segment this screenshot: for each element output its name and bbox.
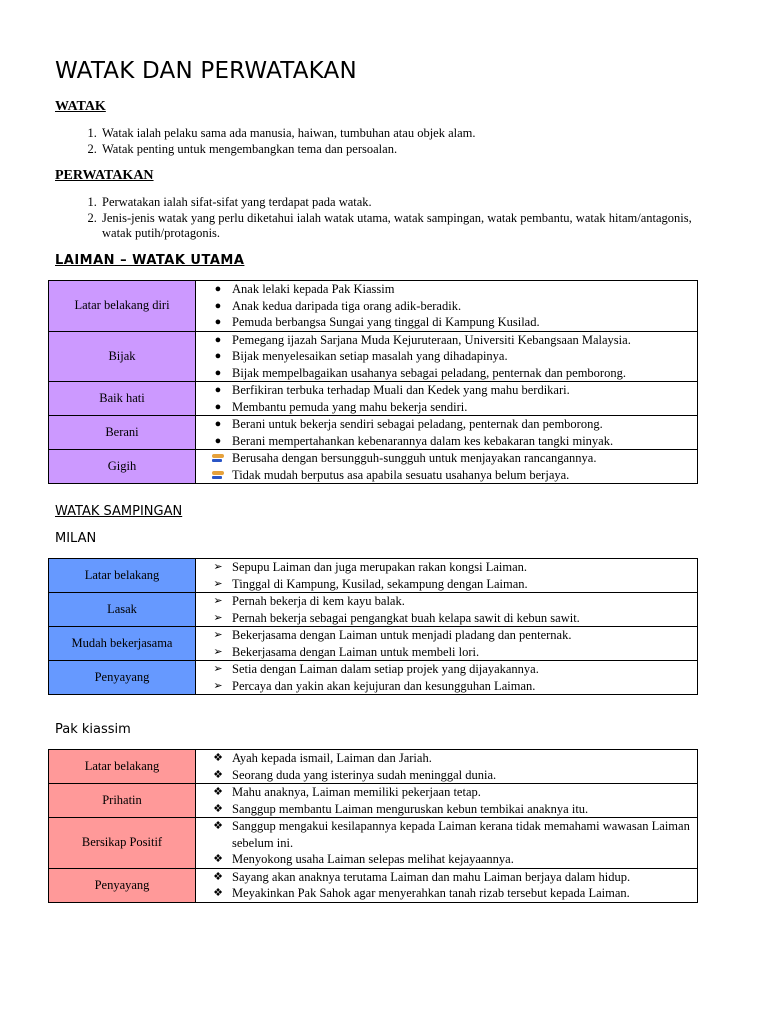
diamond-bullet-icon: ❖ bbox=[213, 802, 223, 815]
bullet-icon: ● bbox=[214, 333, 222, 346]
bullet-icon: ● bbox=[214, 299, 222, 312]
list-item: ❖ Meyakinkan Pak Sahok agar menyerahkan tanah rizab tersebut kepada Laiman. bbox=[206, 885, 693, 902]
list-item: ➢ Tinggal di Kampung, Kusilad, sekampung dengan Laiman. bbox=[206, 576, 693, 593]
list-item: ● Anak kedua daripada tiga orang adik-beradik. bbox=[206, 298, 693, 315]
bullet-icon: ● bbox=[214, 434, 222, 447]
table-row bbox=[49, 750, 698, 784]
diamond-bullet-icon: ❖ bbox=[213, 786, 223, 798]
trait-points bbox=[196, 661, 698, 695]
perwatakan-list bbox=[78, 195, 720, 242]
trait-label: Penyayang bbox=[49, 661, 196, 695]
list-item: 2. Watak penting untuk mengembangkan tema dan persoalan. bbox=[100, 142, 720, 158]
diamond-bullet-icon: ❖ bbox=[213, 820, 223, 832]
bullet-icon: ● bbox=[214, 283, 222, 295]
trait-points bbox=[196, 593, 698, 627]
trait-label: Lasak bbox=[49, 593, 196, 627]
list-item: Berusaha dengan bersungguh-sungguh untuk menjayakan rancangannya. bbox=[206, 450, 693, 467]
trait-label: Baik hati bbox=[49, 382, 196, 416]
arrow-right-icon: ➢ bbox=[213, 595, 223, 607]
diamond-bullet-icon: ❖ bbox=[213, 752, 223, 764]
list-item: ● Bijak menyelesaikan setiap masalah yang dihadapinya. bbox=[206, 348, 693, 365]
trait-points bbox=[196, 818, 698, 869]
milan-table bbox=[48, 558, 698, 695]
watak-heading: WATAK bbox=[55, 99, 106, 114]
sampingan-heading: WATAK SAMPINGAN bbox=[55, 504, 183, 519]
list-item: ❖ Ayah kepada ismail, Laiman dan Jariah. bbox=[206, 750, 693, 767]
bullet-icon: ● bbox=[214, 316, 222, 328]
list-item: ● Berani untuk bekerja sendiri sebagai peladang, penternak dan pemborong. bbox=[206, 416, 693, 433]
list-item: ● Pemuda berbangsa Sungai yang tinggal di Kampung Kusilad. bbox=[206, 314, 693, 331]
bullet-icon: ● bbox=[214, 418, 222, 430]
list-item: ➢ Setia dengan Laiman dalam setiap projek yang dijayakannya. bbox=[206, 661, 693, 678]
trait-points bbox=[196, 281, 698, 332]
trait-label: Bersikap Positif bbox=[49, 818, 196, 869]
trait-label: Berani bbox=[49, 416, 196, 450]
list-item: ➢ Percaya dan yakin akan kejujuran dan kesungguhan Laiman. bbox=[206, 678, 693, 695]
list-item: ➢ Bekerjasama dengan Laiman untuk menjadi pladang dan penternak. bbox=[206, 627, 693, 644]
bullet-icon: ● bbox=[214, 366, 222, 379]
arrow-right-icon: ➢ bbox=[213, 663, 223, 675]
trait-points bbox=[196, 559, 698, 593]
list-item: Tidak mudah berputus asa apabila sesuatu usahanya belum berjaya. bbox=[206, 467, 693, 484]
table-row bbox=[49, 784, 698, 818]
trait-label: Latar belakang diri bbox=[49, 281, 196, 332]
bullet-icon: ● bbox=[214, 384, 222, 396]
trait-points bbox=[196, 784, 698, 818]
trait-label: Latar belakang bbox=[49, 559, 196, 593]
diamond-bullet-icon: ❖ bbox=[213, 887, 223, 899]
trait-points bbox=[196, 331, 698, 382]
trait-points bbox=[196, 627, 698, 661]
perwatakan-heading: PERWATAKAN bbox=[55, 168, 154, 183]
kiassim-heading: Pak kiassim bbox=[55, 722, 131, 737]
arrow-right-icon: ➢ bbox=[213, 561, 223, 573]
trait-label: Gigih bbox=[49, 450, 196, 484]
bullet-icon: ● bbox=[214, 400, 222, 413]
page-title: WATAK DAN PERWATAKAN bbox=[55, 58, 357, 84]
arrow-right-icon: ➢ bbox=[213, 679, 223, 692]
list-item: ❖ Sanggup mengakui kesilapannya kepada Laiman kerana tidak memahami wawasan Laiman sebelum ini. bbox=[206, 818, 693, 851]
arrow-right-icon: ➢ bbox=[213, 611, 223, 624]
list-item: 2. Jenis-jenis watak yang perlu diketahui ialah watak utama, watak sampingan, watak pembantu, watak hitam/antagonis, watak putih/protagonis. bbox=[100, 211, 720, 242]
diamond-bullet-icon: ❖ bbox=[213, 853, 223, 865]
trait-points bbox=[196, 450, 698, 484]
table-row bbox=[49, 661, 698, 695]
table-row bbox=[49, 331, 698, 382]
list-item: ➢ Pernah bekerja di kem kayu balak. bbox=[206, 593, 693, 610]
trait-label: Bijak bbox=[49, 331, 196, 382]
list-item: ➢ Sepupu Laiman dan juga merupakan rakan kongsi Laiman. bbox=[206, 559, 693, 576]
trait-label: Penyayang bbox=[49, 868, 196, 902]
watak-list bbox=[78, 126, 720, 157]
list-item: 1. Perwatakan ialah sifat-sifat yang terdapat pada watak. bbox=[100, 195, 720, 211]
list-item: ● Bijak mempelbagaikan usahanya sebagai peladang, penternak dan pemborong. bbox=[206, 365, 693, 382]
list-item: ❖ Mahu anaknya, Laiman memiliki pekerjaan tetap. bbox=[206, 784, 693, 801]
table-row bbox=[49, 627, 698, 661]
list-item: ❖ Sayang akan anaknya terutama Laiman dan mahu Laiman berjaya dalam hidup. bbox=[206, 869, 693, 886]
table-row bbox=[49, 559, 698, 593]
table-row bbox=[49, 868, 698, 902]
arrow-right-icon: ➢ bbox=[213, 577, 223, 590]
trait-points bbox=[196, 382, 698, 416]
trait-label: Latar belakang bbox=[49, 750, 196, 784]
laiman-table bbox=[48, 280, 698, 484]
list-item: ❖ Sanggup membantu Laiman menguruskan kebun tembikai anaknya itu. bbox=[206, 801, 693, 818]
trait-label: Prihatin bbox=[49, 784, 196, 818]
laiman-heading: LAIMAN – WATAK UTAMA bbox=[55, 253, 245, 268]
list-item: ➢ Pernah bekerja sebagai pengangkat buah kelapa sawit di kebun sawit. bbox=[206, 610, 693, 627]
trait-label: Mudah bekerjasama bbox=[49, 627, 196, 661]
diamond-bullet-icon: ❖ bbox=[213, 768, 223, 781]
list-item: ❖ Seorang duda yang isterinya sudah meninggal dunia. bbox=[206, 767, 693, 784]
list-item: ● Pemegang ijazah Sarjana Muda Kejuruteraan, Universiti Kebangsaan Malaysia. bbox=[206, 332, 693, 349]
milan-heading: MILAN bbox=[55, 531, 97, 546]
table-row bbox=[49, 450, 698, 484]
trait-points bbox=[196, 868, 698, 902]
list-item: ❖ Menyokong usaha Laiman selepas melihat kejayaannya. bbox=[206, 851, 693, 868]
table-row bbox=[49, 818, 698, 869]
diamond-bullet-icon: ❖ bbox=[213, 870, 223, 883]
arrow-right-icon: ➢ bbox=[213, 645, 223, 658]
table-row bbox=[49, 382, 698, 416]
arrow-right-icon: ➢ bbox=[213, 629, 223, 641]
bullet-icon: ● bbox=[214, 350, 222, 362]
list-item: ● Anak lelaki kepada Pak Kiassim bbox=[206, 281, 693, 298]
trait-points bbox=[196, 416, 698, 450]
list-item: ➢ Bekerjasama dengan Laiman untuk membeli lori. bbox=[206, 644, 693, 661]
table-row bbox=[49, 416, 698, 450]
list-item: ● Berani mempertahankan kebenarannya dalam kes kebakaran tangki minyak. bbox=[206, 433, 693, 450]
trait-points bbox=[196, 750, 698, 784]
list-item: ● Berfikiran terbuka terhadap Muali dan Kedek yang mahu berdikari. bbox=[206, 382, 693, 399]
list-item: ● Membantu pemuda yang mahu bekerja sendiri. bbox=[206, 399, 693, 416]
table-row bbox=[49, 593, 698, 627]
pointing-hand-icon bbox=[208, 467, 228, 486]
kiassim-table bbox=[48, 749, 698, 903]
table-row bbox=[49, 281, 698, 332]
list-item: 1. Watak ialah pelaku sama ada manusia, haiwan, tumbuhan atau objek alam. bbox=[100, 126, 720, 142]
